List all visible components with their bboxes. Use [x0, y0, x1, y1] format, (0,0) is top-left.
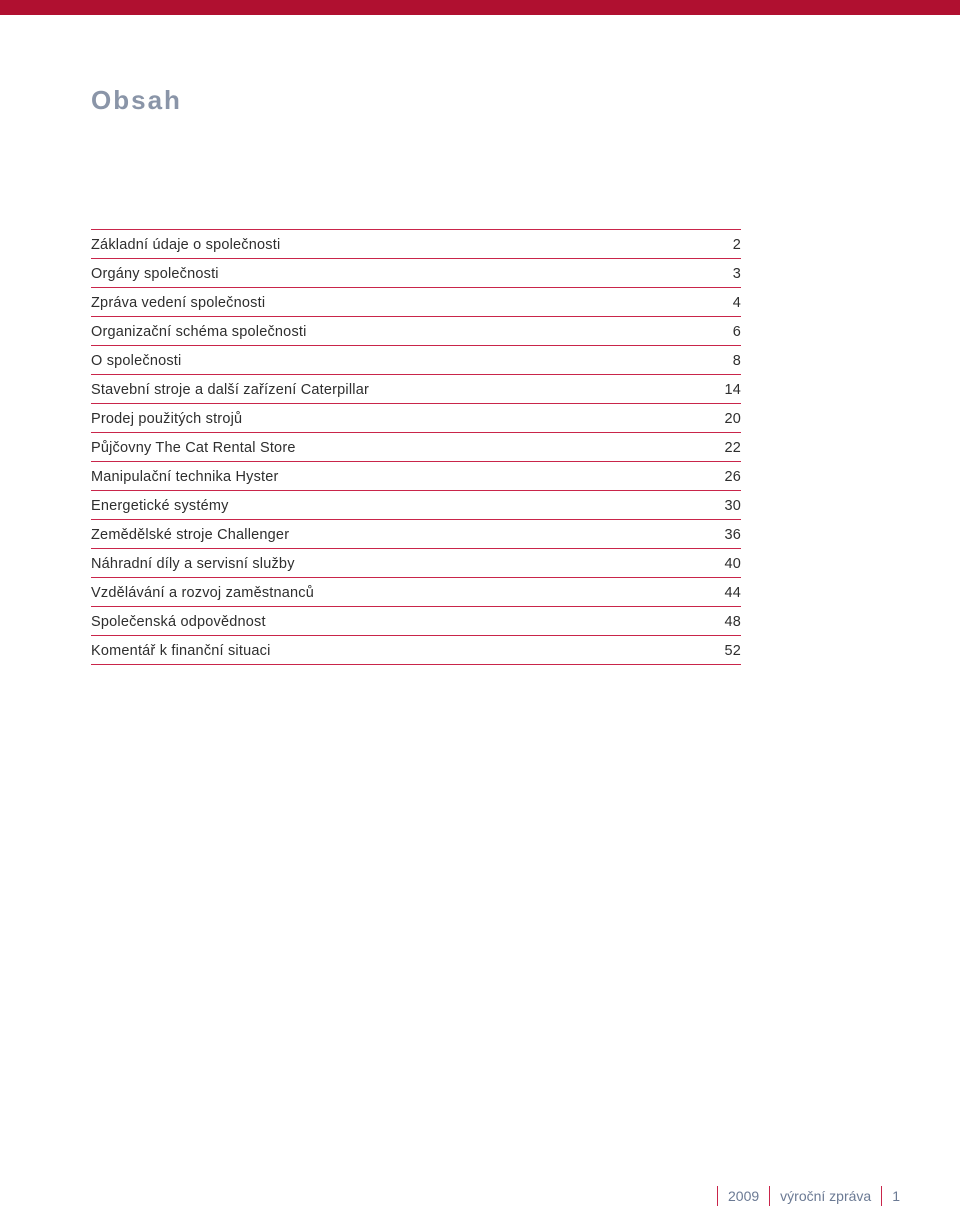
- toc-entry[interactable]: [91, 578, 741, 607]
- toc-entry-label: Stavební stroje a další zařízení Caterpillar: [91, 382, 369, 398]
- toc-entry-label: Prodej použitých strojů: [91, 411, 243, 427]
- toc-entry-page: 6: [732, 324, 741, 340]
- toc-entry[interactable]: [91, 346, 741, 375]
- toc-entry-page: 40: [724, 556, 741, 572]
- toc-entry-label: Komentář k finanční situaci: [91, 643, 271, 659]
- toc-entry-label: Základní údaje o společnosti: [91, 237, 281, 253]
- toc-entry-page: 30: [724, 498, 741, 514]
- toc-entry-label: Společenská odpovědnost: [91, 614, 266, 630]
- footer-divider: [769, 1186, 770, 1206]
- toc-entry-page: 14: [724, 382, 741, 398]
- footer-doc-name: výroční zpráva: [780, 1188, 872, 1204]
- toc-entry[interactable]: [91, 636, 741, 665]
- toc-entry-label: Zpráva vedení společnosti: [91, 295, 266, 311]
- toc-entry[interactable]: [91, 520, 741, 549]
- toc-entry-page: 3: [732, 266, 741, 282]
- toc-entry-label: Vzdělávání a rozvoj zaměstnanců: [91, 585, 315, 601]
- toc-entry-page: 20: [724, 411, 741, 427]
- toc-entry[interactable]: [91, 288, 741, 317]
- top-accent-bar: [0, 0, 960, 15]
- toc-entry[interactable]: [91, 549, 741, 578]
- toc-entry[interactable]: [91, 230, 741, 259]
- footer-divider: [717, 1186, 718, 1206]
- toc-entry-label: Půjčovny The Cat Rental Store: [91, 440, 296, 456]
- toc-entry-label: O společnosti: [91, 353, 182, 369]
- toc-entry-label: Zemědělské stroje Challenger: [91, 527, 290, 543]
- toc-entry-page: 52: [724, 643, 741, 659]
- toc-entry-page: 26: [724, 469, 741, 485]
- toc-entry[interactable]: [91, 433, 741, 462]
- toc-entry-label: Orgány společnosti: [91, 266, 219, 282]
- toc-entry-page: 22: [724, 440, 741, 456]
- toc-entry-label: Manipulační technika Hyster: [91, 469, 279, 485]
- toc-entry-label: Organizační schéma společnosti: [91, 324, 307, 340]
- toc-entry-page: 44: [724, 585, 741, 601]
- toc-entry[interactable]: [91, 607, 741, 636]
- toc-entry[interactable]: [91, 375, 741, 404]
- toc-entry[interactable]: [91, 317, 741, 346]
- toc-entry[interactable]: [91, 491, 741, 520]
- toc-entry[interactable]: [91, 462, 741, 491]
- page-title: Obsah: [91, 85, 182, 115]
- toc-entry[interactable]: [91, 259, 741, 288]
- toc-entry-label: Energetické systémy: [91, 498, 229, 514]
- footer-page-number: 1: [892, 1188, 900, 1204]
- toc-entry-label: Náhradní díly a servisní služby: [91, 556, 295, 572]
- page-footer: [707, 1185, 900, 1207]
- toc-entry-page: 2: [732, 237, 741, 253]
- toc-entry[interactable]: [91, 404, 741, 433]
- toc-entry-page: 48: [724, 614, 741, 630]
- footer-divider: [881, 1186, 882, 1206]
- toc-entry-page: 4: [732, 295, 741, 311]
- toc-entry-page: 36: [724, 527, 741, 543]
- table-of-contents: [91, 229, 741, 665]
- footer-year: 2009: [728, 1188, 760, 1204]
- toc-entry-page: 8: [732, 353, 741, 369]
